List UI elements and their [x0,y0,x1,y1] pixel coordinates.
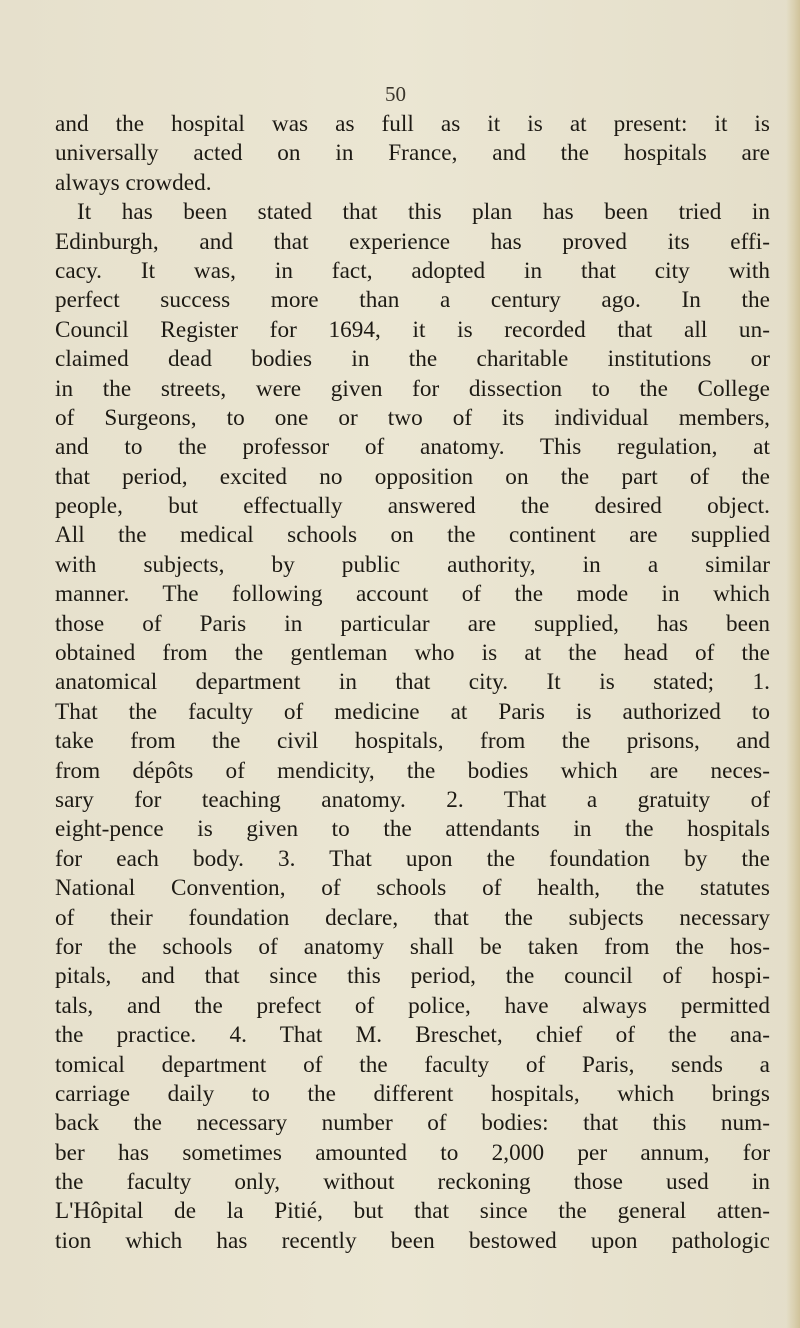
text-line: L'Hôpital de la Pitié, but that since the general atten- [55,1198,770,1225]
text-line: those of Paris in particular are supplied, has been [55,610,770,637]
text-line: eight-pence is given to the attendants in the hospitals [55,816,770,843]
text-line: ber has sometimes amounted to 2,000 per annum, for [55,1139,770,1166]
text-line: of their foundation declare, that the subjects necessary [55,904,770,931]
text-line: universally acted on in France, and the hospitals are [55,140,770,167]
text-line: Council Register for 1694, it is recorded that all un- [55,316,770,343]
text-line: tals, and the prefect of police, have always permitted [55,992,770,1019]
body-text [55,110,770,1256]
text-line: always crowded. [55,169,212,196]
text-line: of Surgeons, to one or two of its individual members, [55,404,770,431]
text-line: obtained from the gentleman who is at the head of the [55,640,770,667]
text-line: and to the professor of anatomy. This regulation, at [55,434,770,461]
text-line: for each body. 3. That upon the foundation by the [55,845,770,872]
text-line: Edinburgh, and that experience has proved its effi- [55,228,770,255]
text-line: perfect success more than a century ago. In the [55,287,770,314]
text-line: pitals, and that since this period, the council of hospi- [55,963,770,990]
page-number: 50 [385,82,406,106]
text-line: carriage daily to the different hospitals, which brings [55,1080,770,1107]
text-line: that period, excited no opposition on the part of the [55,463,770,490]
text-line: tomical department of the faculty of Paris, sends a [55,1051,770,1078]
text-line: for the schools of anatomy shall be taken from the hos- [55,933,770,960]
text-line: cacy. It was, in fact, adopted in that city with [55,257,770,284]
text-line: National Convention, of schools of health, the statutes [55,875,770,902]
text-line: from dépôts of mendicity, the bodies which are neces- [55,757,770,784]
text-line: tion which has recently been bestowed upon pathologic [55,1227,770,1254]
text-line: the practice. 4. That M. Breschet, chief of the ana- [55,1022,770,1049]
text-line: anatomical department in that city. It is stated; 1. [55,669,770,696]
page-edge [786,0,800,1328]
text-line: manner. The following account of the mode in which [55,581,770,608]
text-line: back the necessary number of bodies: that this num- [55,1110,770,1137]
text-line: claimed dead bodies in the charitable institutions or [55,346,770,373]
text-line: All the medical schools on the continent are supplied [55,522,770,549]
text-line: and the hospital was as full as it is at present: it is [55,111,770,137]
text-line: sary for teaching anatomy. 2. That a gratuity of [55,786,770,813]
text-line: with subjects, by public authority, in a similar [55,551,770,578]
text-line: take from the civil hospitals, from the prisons, and [55,728,770,755]
text-line: the faculty only, without reckoning those used in [55,1169,770,1196]
text-line: people, but effectually answered the desired object. [55,493,770,520]
text-line: It has been stated that this plan has been tried in [77,199,770,226]
text-line: in the streets, were given for dissection to the College [55,375,770,402]
text-line: That the faculty of medicine at Paris is authorized to [55,698,770,725]
